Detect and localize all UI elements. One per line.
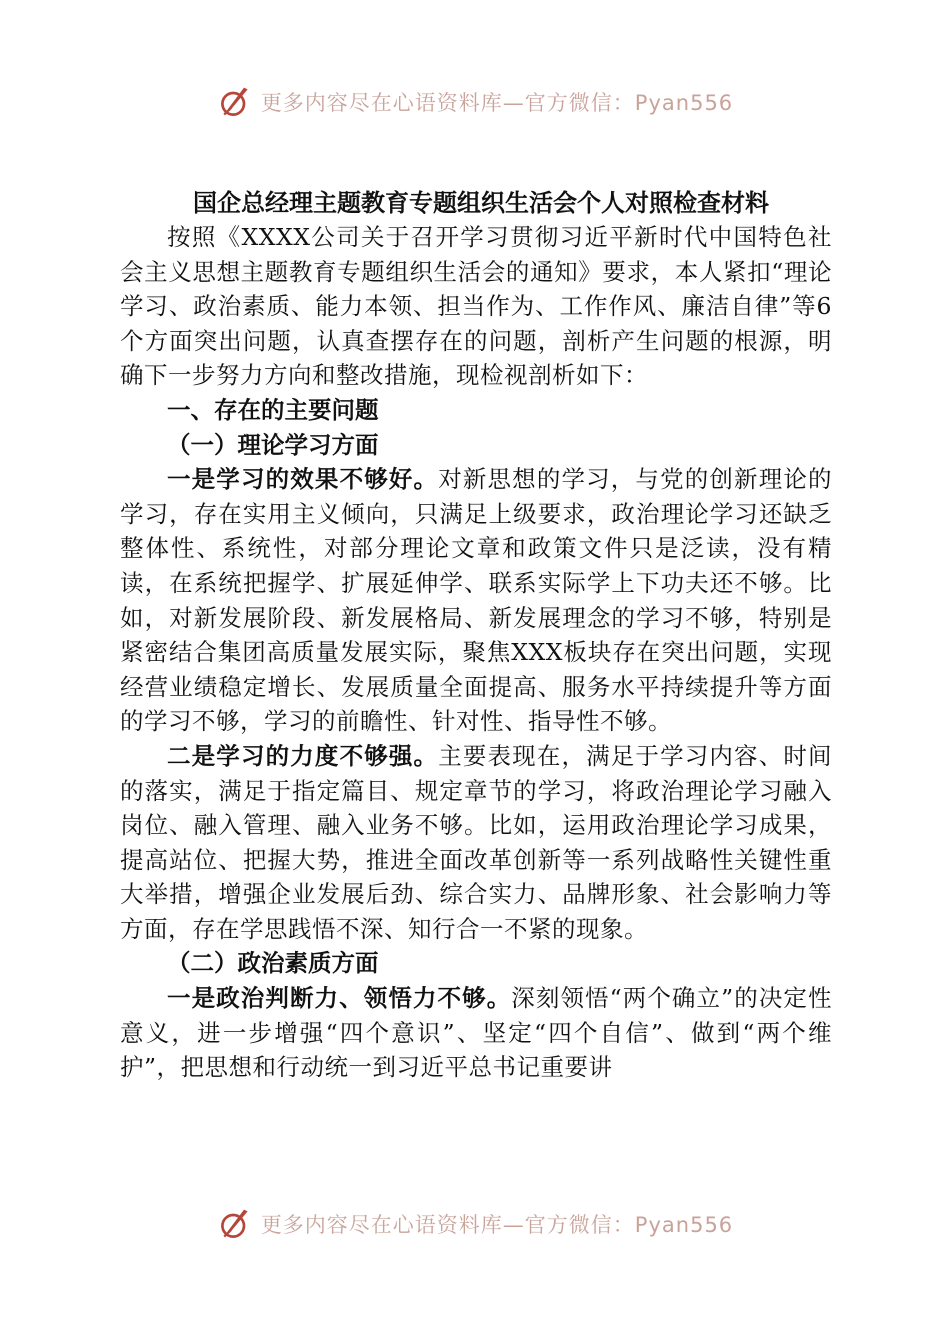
subsection-heading-theory: （一）理论学习方面 — [167, 430, 379, 459]
section-heading-problems: 一、存在的主要问题 — [167, 395, 379, 424]
paragraph-lead: 一是学习的效果不够好。 — [167, 465, 439, 494]
document-title: 国企总经理主题教育专题组织生活会个人对照检查材料 — [193, 188, 769, 217]
watermark-text: 更多内容尽在心语资料库—官方微信：Pyan556 — [260, 91, 734, 115]
document-body — [120, 186, 832, 1085]
paragraph-body: 深刻领悟“两个确立”的决定性意义，进一步增强“四个意识”、坚定“四个自信”、做到“两个维护”，把思想和行动统一到习近平总书记重要讲 — [120, 984, 832, 1082]
watermark-footer — [0, 1204, 950, 1244]
watermark-text: 更多内容尽在心语资料库—官方微信：Pyan556 — [260, 1213, 734, 1237]
paragraph-lead: 一是政治判断力、领悟力不够。 — [167, 984, 512, 1013]
paragraph-body: 对新思想的学习，与党的创新理论的学习，存在实用主义倾向，只满足上级要求，政治理论学习还缺乏整体性、系统性，对部分理论文章和政策文件只是泛读，没有精读，在系统把握学、扩展延伸学、联系实际学上下功夫还不够。比如，对新发展阶段、新发展格局、新发展理念的学习不够，特别是紧密结合集团高质量发展实际，聚焦XXX板块存在突出问题，实现经营业绩稳定增长、发展质量全面提高、服务水平持续提升等方面的学习不够，学习的前瞻性、针对性、指导性不够。 — [120, 465, 833, 736]
paragraph-body: 主要表现在，满足于学习内容、时间的落实，满足于指定篇目、规定章节的学习，将政治理论学习融入岗位、融入管理、融入业务不够。比如，运用政治理论学习成果，提高站位、把握大势，推进全面改革创新等一系列战略性关键性重大举措，增强企业发展后劲、综合实力、品牌形象、社会影响力等方面，存在学思践悟不深、知行合一不紧的现象。 — [120, 741, 833, 943]
paragraph-theory-strength — [120, 739, 832, 947]
watermark-header — [0, 82, 950, 122]
paragraph-theory-effect — [120, 462, 832, 739]
paragraph-lead: 二是学习的力度不够强。 — [167, 741, 439, 770]
feather-pen-logo-icon — [217, 84, 253, 120]
intro-paragraph: 按照《XXXX公司关于召开学习贯彻习近平新时代中国特色社会主义思想主题教育专题组织生活会的通知》要求，本人紧扣“理论学习、政治素质、能力本领、担当作为、工作作风、廉洁自律”等6个方面突出问题，认真查摆存在的问题，剖析产生问题的根源，明确下一步努力方向和整改措施，现检视剖析如下： — [120, 223, 832, 390]
paragraph-political-judgment — [120, 981, 832, 1085]
subsection-heading-politics: （二）政治素质方面 — [167, 949, 379, 978]
feather-pen-logo-icon — [217, 1206, 253, 1242]
